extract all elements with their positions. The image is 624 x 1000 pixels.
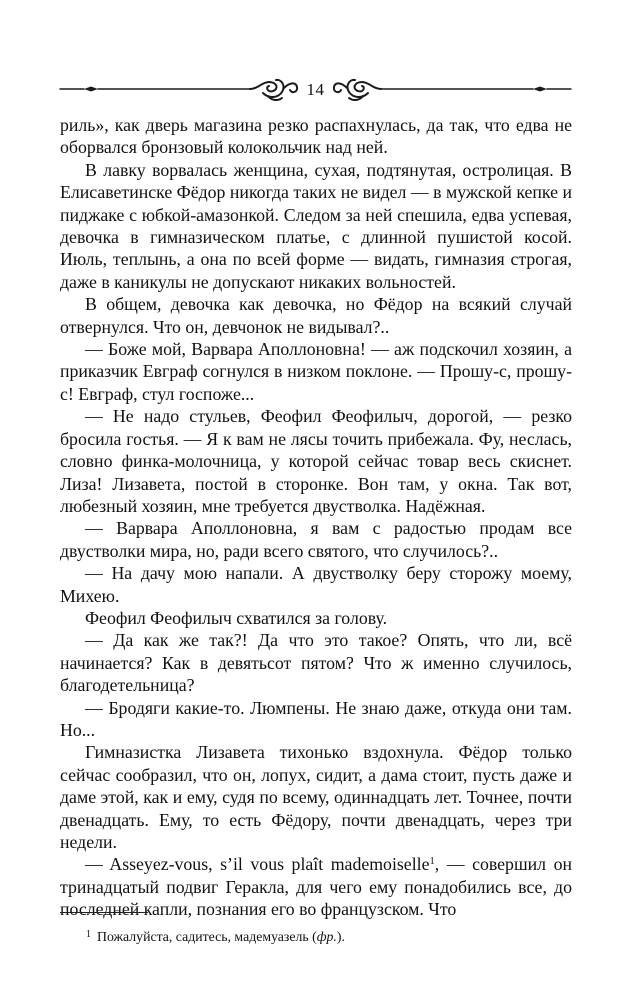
paragraph-text: — Asseyez-vous, s’il vous plaît mademoiselle: [85, 854, 430, 875]
paragraph-text: , — совершил он тринадцатый подвиг Геракла, для чего ему понадобились все, до последней капли, познания его во французском. Что: [60, 854, 572, 920]
paragraph: — Варвара Аполлоновна, я вам с радостью продам все двустволки мира, но, ради всего святого, что случилось?..: [60, 518, 572, 561]
paragraph: — Да как же так?! Да что это такое? Опять, что ли, всё начинается? Как в девятьсот пятом? Что ж именно случилось, благодетельница?: [60, 630, 572, 696]
paragraph: В лавку ворвалась женщина, сухая, подтянутая, остролицая. В Елисаветинске Фёдор никогда таких не видел — в мужской кепке и пиджаке с юбкой-амазонкой. Следом за ней спешила, едва успевая, девочка в гимназическом платье, с длинной пушистой косой. Июль, теплынь, а она по всей форме — видать, гимназия строгая, даже в каникулы не допускают никаких вольностей.: [60, 159, 572, 292]
paragraph: В общем, девочка как девочка, но Фёдор на всякий случай отвернулся. Что он, девчонок не видывал?..: [60, 294, 572, 337]
running-header: [58, 72, 573, 108]
page-number: 14: [306, 80, 325, 99]
footnote-language-abbrev: фр.: [316, 929, 337, 944]
paragraph: риль», как дверь магазина резко распахнулась, да так, что едва не оборвался бронзовый колокольчик над ней.: [60, 115, 572, 158]
paragraph: — На дачу мою напали. А двустволку беру сторожу моему, Михею.: [60, 563, 572, 606]
footnote-text-end: ).: [336, 929, 345, 944]
footnote-text: Пожалуйста, садитесь, мадемуазель (: [97, 929, 317, 944]
paragraph-with-footnote: [60, 853, 572, 920]
footnote: [86, 926, 566, 946]
paragraph: — Бродяги какие-то. Люмпены. Не знаю даже, откуда они там. Но...: [60, 697, 572, 740]
main-text: [60, 114, 572, 921]
paragraph: — Боже мой, Варвара Аполлоновна! — аж подскочил хозяин, а приказчик Евграф согнулся в низком поклоне. — Прошу-с, прошу-с! Евграф, стул госпоже...: [60, 339, 572, 404]
paragraph: Феофил Феофилыч схватился за голову.: [85, 607, 388, 628]
footnote-mark: 1: [86, 929, 91, 940]
paragraph: — Не надо стульев, Феофил Феофилыч, дорогой, — резко бросила гостья. — Я к вам не лясы точить прибежала. Фу, неслась, словно финка-молочница, у которой сейчас товар весь скиснет. Лиза! Лизавета, постой в сторонке. Вон там, у окна. Так вот, любезный хозяин, мне требуется двустволка. Надёжная.: [60, 406, 572, 516]
footnote-divider: [60, 912, 148, 913]
paragraph: Гимназистка Лизавета тихонько вздохнула. Фёдор только сейчас сообразил, что он, лопух, сидит, а дама стоит, пусть даже и даме этой, как и ему, судя по всему, одиннадцать лет. Точнее, почти двенадцать. Ему, то есть Фёдору, почти двенадцать, через три недели.: [60, 742, 572, 852]
footnote-reference[interactable]: 1: [429, 856, 435, 868]
